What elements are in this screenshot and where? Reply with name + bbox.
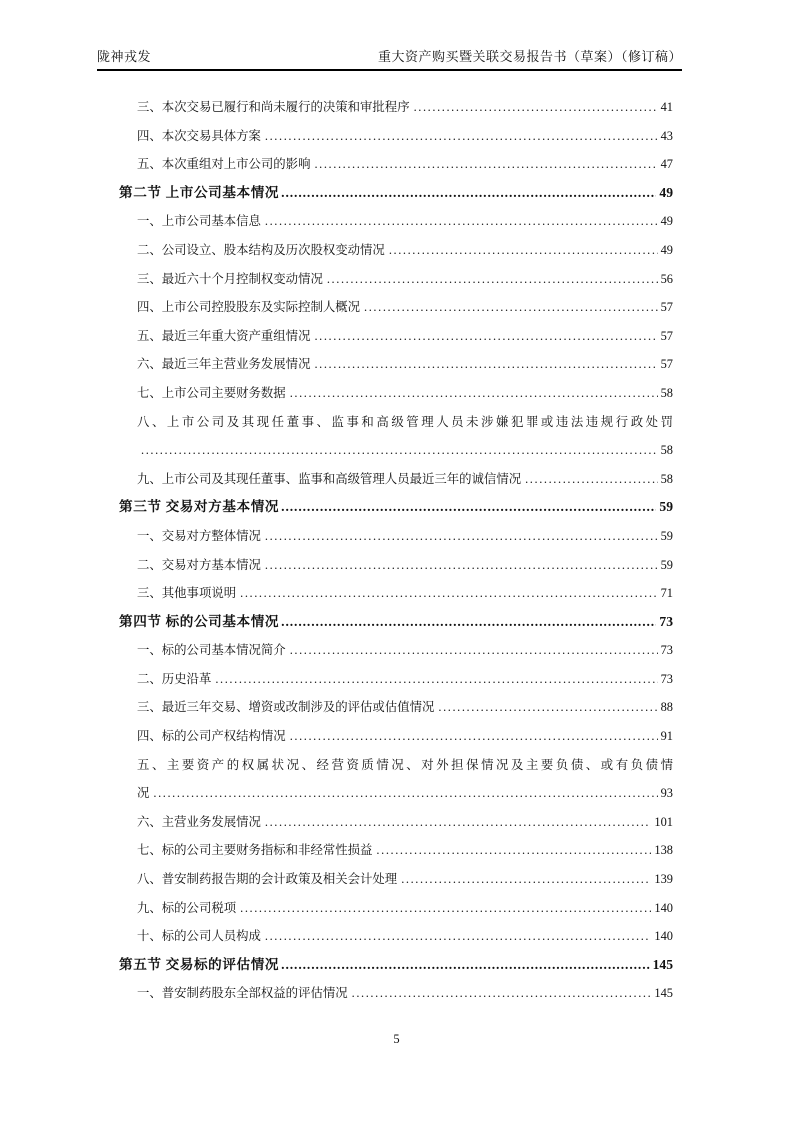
toc-leader-dots bbox=[281, 951, 649, 980]
toc-entry bbox=[97, 236, 673, 265]
toc-entry bbox=[97, 979, 673, 1008]
toc-entry-text: 五、最近三年重大资产重组情况 bbox=[137, 328, 311, 343]
toc-entry-text: 九、标的公司税项 bbox=[137, 900, 237, 915]
toc-entry bbox=[97, 836, 673, 865]
toc-entry bbox=[97, 408, 673, 437]
toc-entry-text: 一、标的公司基本情况简介 bbox=[137, 643, 286, 658]
toc-leader-dots bbox=[265, 122, 658, 151]
toc-leader-dots bbox=[314, 150, 657, 179]
toc-entry-page: 49 bbox=[660, 242, 673, 257]
toc-entry-text: 第三节 交易对方基本情况 bbox=[119, 499, 280, 515]
toc-entry bbox=[97, 293, 673, 322]
toc-leader-dots bbox=[265, 522, 658, 551]
toc-entry-text: 二、交易对方基本情况 bbox=[137, 557, 261, 572]
toc-entry-page: 58 bbox=[660, 443, 673, 458]
toc-entry-page: 140 bbox=[654, 900, 673, 915]
toc-leader-dots bbox=[327, 265, 658, 294]
header-company-name: 陇神戎发 bbox=[97, 49, 152, 64]
toc-entry bbox=[97, 122, 673, 151]
toc-leader-dots bbox=[265, 207, 658, 236]
toc-entry-text: 四、上市公司控股股东及实际控制人概况 bbox=[137, 300, 361, 315]
toc-entry-page: 140 bbox=[654, 929, 673, 944]
toc-entry-continuation bbox=[97, 436, 673, 465]
toc-entry bbox=[97, 379, 673, 408]
toc-entry-text: 九、上市公司及其现任董事、监事和高级管理人员最近三年的诚信情况 bbox=[137, 471, 522, 486]
toc-entry-page: 58 bbox=[660, 385, 673, 400]
toc-leader-dots bbox=[240, 894, 651, 923]
toc-entry bbox=[97, 722, 673, 751]
toc-entry-text: 第二节 上市公司基本情况 bbox=[119, 184, 280, 200]
toc-leader-dots bbox=[281, 493, 656, 522]
page-footer bbox=[0, 1032, 793, 1047]
toc-entry bbox=[97, 493, 673, 522]
toc-leader-dots bbox=[314, 322, 657, 351]
toc-entry-page: 73 bbox=[660, 671, 673, 686]
toc-entry-page: 101 bbox=[654, 814, 673, 829]
toc-entry-text: 第五节 交易标的评估情况 bbox=[119, 956, 280, 972]
toc-entry-page: 139 bbox=[654, 872, 673, 887]
toc-entry-page: 43 bbox=[660, 128, 673, 143]
toc-entry-page: 145 bbox=[652, 956, 673, 972]
toc-leader-dots bbox=[314, 350, 657, 379]
toc-entry bbox=[97, 265, 673, 294]
toc-entry-page: 41 bbox=[660, 100, 673, 114]
toc-leader-dots bbox=[265, 808, 652, 837]
toc-entry-text: 二、历史沿革 bbox=[137, 671, 212, 686]
toc-entry bbox=[97, 693, 673, 722]
toc-leader-dots bbox=[240, 579, 657, 608]
toc-entry bbox=[97, 665, 673, 694]
toc-entry-text: 八、普安制药报告期的会计政策及相关会计处理 bbox=[137, 872, 398, 887]
toc-entry-page: 59 bbox=[660, 557, 673, 572]
toc-entry bbox=[97, 322, 673, 351]
toc-entry bbox=[97, 808, 673, 837]
toc-entry-page: 58 bbox=[660, 471, 673, 486]
toc-leader-dots bbox=[438, 693, 657, 722]
toc-leader-dots bbox=[141, 436, 658, 465]
toc-leader-dots bbox=[290, 636, 658, 665]
page-header bbox=[97, 46, 682, 71]
toc-entry bbox=[97, 465, 673, 494]
toc-leader-dots bbox=[153, 779, 657, 808]
header-document-title: 重大资产购买暨关联交易报告书（草案）（修订稿） bbox=[377, 49, 682, 64]
toc-entry-page: 57 bbox=[660, 328, 673, 343]
toc-entry bbox=[97, 608, 673, 637]
toc-leader-dots bbox=[352, 979, 652, 1008]
toc-entry-text: 四、本次交易具体方案 bbox=[137, 128, 261, 143]
toc-entry-page: 73 bbox=[660, 643, 673, 658]
toc-entry-text: 况 bbox=[137, 786, 150, 801]
toc-entry bbox=[97, 951, 673, 980]
toc-entry-text: 三、其他事项说明 bbox=[137, 586, 237, 601]
toc-entry-text: 三、本次交易已履行和尚未履行的决策和审批程序 bbox=[137, 100, 410, 114]
toc-entry-continuation bbox=[97, 779, 673, 808]
toc-leader-dots bbox=[215, 665, 657, 694]
toc-leader-dots bbox=[389, 236, 658, 265]
toc-entry-text: 一、交易对方整体情况 bbox=[137, 528, 261, 543]
footer-page-number: 5 bbox=[393, 1032, 400, 1046]
toc-entry-text: 一、普安制药股东全部权益的评估情况 bbox=[137, 986, 348, 1001]
toc-entry-text: 二、公司设立、股本结构及历次股权变动情况 bbox=[137, 242, 385, 257]
toc-entry-text: 七、上市公司主要财务数据 bbox=[137, 385, 286, 400]
toc-entry bbox=[97, 894, 673, 923]
toc-entry bbox=[97, 522, 673, 551]
toc-entry-page: 49 bbox=[660, 214, 673, 229]
toc-leader-dots bbox=[281, 608, 656, 637]
toc-entry-page: 57 bbox=[660, 300, 673, 315]
toc-entry-page: 73 bbox=[659, 613, 673, 629]
toc-entry-page: 71 bbox=[660, 586, 673, 601]
toc-entry-text: 五、本次重组对上市公司的影响 bbox=[137, 157, 311, 172]
toc-leader-dots bbox=[265, 922, 652, 951]
toc-entry-text: 六、主营业务发展情况 bbox=[137, 814, 261, 829]
toc-entry-page: 57 bbox=[660, 357, 673, 372]
toc-entry-page: 93 bbox=[660, 786, 673, 801]
toc-entry-page: 56 bbox=[660, 271, 673, 286]
toc-leader-dots bbox=[414, 93, 658, 122]
toc-entry-text: 四、标的公司产权结构情况 bbox=[137, 729, 286, 744]
toc-entry bbox=[97, 579, 673, 608]
toc-entry-text: 六、最近三年主营业务发展情况 bbox=[137, 357, 311, 372]
toc-entry-page: 49 bbox=[659, 184, 673, 200]
toc-entry bbox=[97, 751, 673, 780]
toc-entry-page: 138 bbox=[654, 843, 673, 858]
toc-entry bbox=[97, 551, 673, 580]
toc-leader-dots bbox=[364, 293, 658, 322]
toc-entry bbox=[97, 865, 673, 894]
toc-entry bbox=[97, 179, 673, 208]
toc-entry-page: 47 bbox=[660, 157, 673, 172]
toc-entry-page: 59 bbox=[660, 528, 673, 543]
toc-entry-page: 91 bbox=[660, 729, 673, 744]
toc-entry-text: 三、最近六十个月控制权变动情况 bbox=[137, 271, 323, 286]
toc-entry bbox=[97, 922, 673, 951]
toc-entry-page: 88 bbox=[660, 700, 673, 715]
toc-leader-dots bbox=[401, 865, 651, 894]
toc-entry-text: 一、上市公司基本信息 bbox=[137, 214, 261, 229]
toc-entry-text: 第四节 标的公司基本情况 bbox=[119, 613, 280, 629]
toc-entry bbox=[97, 636, 673, 665]
toc-entry bbox=[97, 93, 673, 122]
toc-entry-page: 59 bbox=[659, 499, 673, 515]
toc-entry bbox=[97, 150, 673, 179]
toc-leader-dots bbox=[376, 836, 651, 865]
toc-entry bbox=[97, 350, 673, 379]
toc-entry-text: 十、标的公司人员构成 bbox=[137, 929, 261, 944]
toc-list bbox=[97, 93, 673, 1008]
toc-entry bbox=[97, 207, 673, 236]
toc-entry-text: 七、标的公司主要财务指标和非经常性损益 bbox=[137, 843, 373, 858]
toc-leader-dots bbox=[290, 722, 658, 751]
toc-entry-page: 145 bbox=[654, 986, 673, 1001]
toc-leader-dots bbox=[525, 465, 658, 494]
toc-entry-text: 五、主要资产的权属状况、经营资质情况、对外担保情况及主要负债、或有负债情 bbox=[137, 757, 673, 772]
toc-entry-text: 八、上市公司及其现任董事、监事和高级管理人员未涉嫌犯罪或违法违规行政处罚 bbox=[137, 414, 673, 429]
toc-leader-dots bbox=[265, 551, 658, 580]
toc-leader-dots bbox=[281, 179, 656, 208]
toc-entry-text: 三、最近三年交易、增资或改制涉及的评估或估值情况 bbox=[137, 700, 435, 715]
toc-leader-dots bbox=[290, 379, 658, 408]
